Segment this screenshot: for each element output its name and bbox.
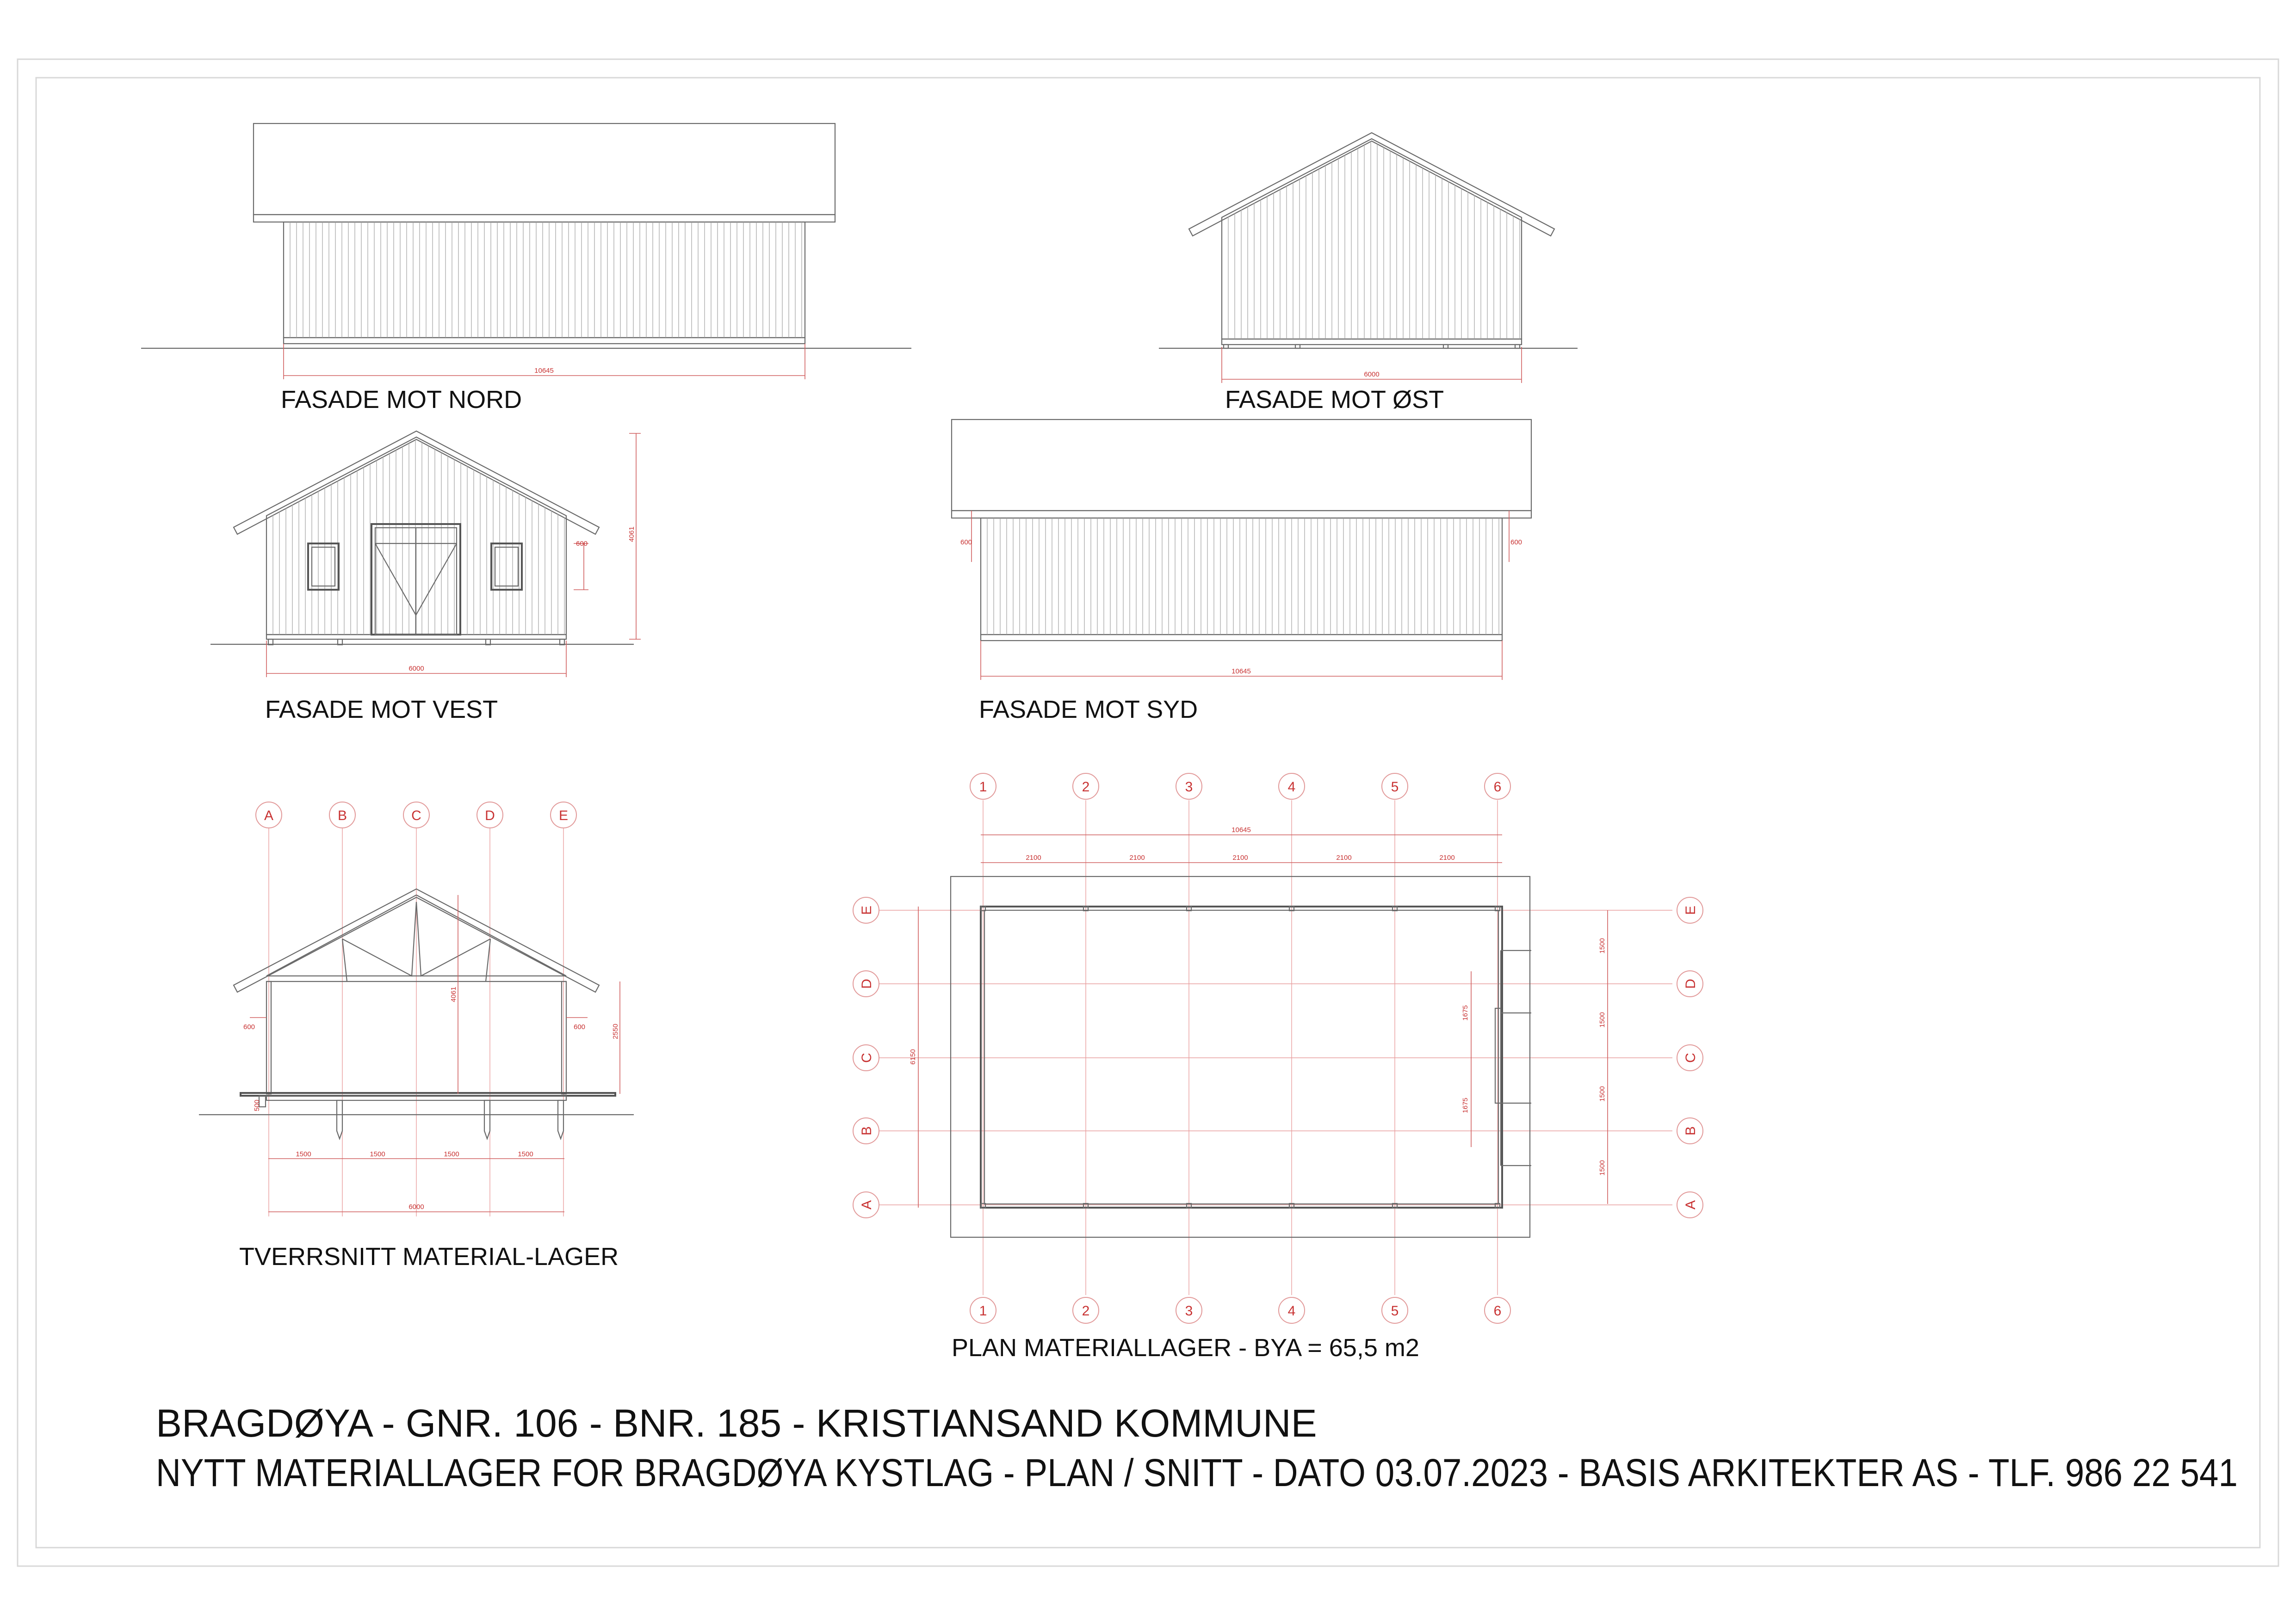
axis-bubble-plan-right-d-label: D bbox=[1683, 979, 1698, 989]
dim-plan-bay-5: 2100 bbox=[1439, 854, 1455, 862]
dim-plan-bay-4: 2100 bbox=[1336, 854, 1352, 862]
dim-snitt-bay-2: 1500 bbox=[370, 1150, 385, 1158]
dim-west-height: 4061 bbox=[628, 526, 636, 542]
dim-plan-door-2: 1675 bbox=[1461, 1098, 1469, 1113]
axis-bubble-plan-bottom-1-label: 1 bbox=[979, 1303, 987, 1319]
axis-bubble-snitt-e-label: E bbox=[558, 808, 569, 823]
axis-bubble-snitt-a-label: A bbox=[264, 808, 274, 823]
dim-plan-right-4: 1500 bbox=[1598, 1160, 1606, 1176]
axis-bubble-plan-top-4-label: 4 bbox=[1287, 779, 1296, 795]
dim-east-width: 6000 bbox=[1364, 370, 1380, 378]
axis-bubble-plan-bottom-4 bbox=[1279, 1297, 1305, 1323]
axis-bubble-plan-top-1-label: 1 bbox=[979, 779, 987, 795]
dim-plan-right-2: 1500 bbox=[1598, 1012, 1606, 1028]
axis-bubble-snitt-c-label: C bbox=[411, 808, 421, 823]
inner-border bbox=[36, 78, 2260, 1548]
axis-bubble-snitt-b bbox=[329, 802, 355, 828]
cross-section bbox=[199, 828, 634, 1271]
dim-plan-depth: 6150 bbox=[909, 1049, 917, 1065]
title-line-2: NYTT MATERIALLAGER FOR BRAGDØYA KYSTLAG - PLAN / SNITT - DATO 03.07.2023 - BASIS ARKITEKTER AS - TLF. 986 22 541 bbox=[156, 1451, 2238, 1494]
dim-plan-door-1: 1675 bbox=[1461, 1005, 1469, 1021]
axis-bubble-plan-bottom-5 bbox=[1382, 1297, 1408, 1323]
dim-snitt-bay-4: 1500 bbox=[518, 1150, 533, 1158]
dim-north-length: 10645 bbox=[534, 367, 554, 375]
axis-bubble-plan-top-4 bbox=[1279, 773, 1305, 799]
axis-bubble-plan-right-b bbox=[1677, 1118, 1703, 1144]
axis-bubble-plan-bottom-4-label: 4 bbox=[1287, 1303, 1296, 1319]
label-facade-south: FASADE MOT SYD bbox=[979, 696, 1198, 723]
facade-east bbox=[1159, 133, 1578, 413]
axis-bubble-plan-top-5 bbox=[1382, 773, 1408, 799]
facade-north bbox=[141, 123, 911, 413]
dim-snitt-wall: 2550 bbox=[612, 1024, 619, 1039]
dim-south-right: 600 bbox=[1510, 538, 1522, 546]
axis-bubble-plan-bottom-3 bbox=[1176, 1297, 1202, 1323]
dim-plan-bay-2: 2100 bbox=[1129, 854, 1145, 862]
axis-bubble-plan-right-e bbox=[1677, 897, 1703, 923]
axis-bubble-plan-top-6-label: 6 bbox=[1493, 779, 1502, 795]
axis-bubble-plan-bottom-1 bbox=[970, 1297, 996, 1323]
axis-bubble-plan-top-2 bbox=[1073, 773, 1099, 799]
axis-bubble-plan-bottom-6-label: 6 bbox=[1493, 1303, 1502, 1319]
axis-bubble-plan-top-2-label: 2 bbox=[1082, 779, 1090, 795]
axis-bubble-plan-bottom-3-label: 3 bbox=[1185, 1303, 1193, 1319]
label-cross-section: TVERRSNITT MATERIAL-LAGER bbox=[239, 1243, 619, 1271]
dim-west-width: 6000 bbox=[408, 665, 424, 673]
facade-west bbox=[210, 431, 641, 723]
axis-bubble-plan-top-3 bbox=[1176, 773, 1202, 799]
axis-bubble-snitt-b-label: B bbox=[337, 808, 347, 823]
axis-bubble-plan-left-a-label: A bbox=[859, 1200, 874, 1210]
axis-bubble-plan-right-c-label: C bbox=[1683, 1053, 1698, 1063]
axis-bubble-plan-top-3-label: 3 bbox=[1185, 779, 1193, 795]
dim-plan-total: 10645 bbox=[1232, 826, 1251, 834]
axis-bubble-plan-right-a-label: A bbox=[1683, 1200, 1698, 1210]
axis-bubble-plan-left-c bbox=[853, 1045, 879, 1071]
axis-bubble-plan-bottom-5-label: 5 bbox=[1391, 1303, 1399, 1319]
dim-south-left: 600 bbox=[960, 538, 972, 546]
dim-plan-bay-3: 2100 bbox=[1232, 854, 1248, 862]
dim-snitt-bay-3: 1500 bbox=[444, 1150, 459, 1158]
axis-bubble-snitt-d bbox=[477, 802, 503, 828]
label-plan: PLAN MATERIALLAGER - BYA = 65,5 m2 bbox=[952, 1334, 1419, 1362]
dim-snitt-bay-1: 1500 bbox=[296, 1150, 311, 1158]
dim-snitt-post: 500 bbox=[253, 1099, 261, 1111]
label-facade-north: FASADE MOT NORD bbox=[281, 386, 522, 413]
axis-bubble-snitt-c bbox=[403, 802, 429, 828]
axis-bubble-plan-right-c bbox=[1677, 1045, 1703, 1071]
axis-bubble-plan-top-5-label: 5 bbox=[1391, 779, 1399, 795]
axis-bubble-snitt-a bbox=[256, 802, 282, 828]
axis-bubble-plan-right-d bbox=[1677, 971, 1703, 997]
axis-bubble-snitt-d-label: D bbox=[485, 808, 495, 823]
dim-plan-right-1: 1500 bbox=[1598, 938, 1606, 954]
axis-bubble-plan-left-e bbox=[853, 897, 879, 923]
facade-south bbox=[952, 420, 1531, 723]
dim-south-length: 10645 bbox=[1232, 667, 1251, 675]
axis-bubble-plan-left-b-label: B bbox=[859, 1126, 874, 1136]
axis-bubble-plan-bottom-2 bbox=[1073, 1297, 1099, 1323]
axis-bubble-plan-right-e-label: E bbox=[1683, 905, 1698, 915]
axis-bubble-plan-right-a bbox=[1677, 1192, 1703, 1218]
dim-plan-right-3: 1500 bbox=[1598, 1086, 1606, 1102]
dim-plan-bay-1: 2100 bbox=[1026, 854, 1041, 862]
dim-west-window: 600 bbox=[576, 540, 588, 548]
axis-bubble-plan-left-d bbox=[853, 971, 879, 997]
axis-bubble-plan-left-c-label: C bbox=[859, 1053, 874, 1063]
axis-bubble-plan-right-b-label: B bbox=[1683, 1126, 1698, 1136]
title-line-1: BRAGDØYA - GNR. 106 - BNR. 185 - KRISTIANSAND KOMMUNE bbox=[156, 1401, 1317, 1445]
axis-bubble-plan-top-1 bbox=[970, 773, 996, 799]
dim-snitt-left: 600 bbox=[243, 1023, 255, 1031]
dim-snitt-total: 6000 bbox=[408, 1203, 424, 1211]
dim-snitt-ridge: 4061 bbox=[450, 987, 458, 1002]
plan bbox=[879, 800, 1672, 1362]
axis-bubble-plan-top-6 bbox=[1485, 773, 1510, 799]
axis-bubble-plan-left-a bbox=[853, 1192, 879, 1218]
label-facade-east: FASADE MOT ØST bbox=[1225, 386, 1444, 413]
dim-snitt-right: 600 bbox=[574, 1023, 586, 1031]
axis-bubble-plan-bottom-2-label: 2 bbox=[1082, 1303, 1090, 1319]
axis-bubble-plan-left-d-label: D bbox=[859, 979, 874, 989]
label-facade-west: FASADE MOT VEST bbox=[265, 696, 498, 723]
axis-bubble-plan-left-e-label: E bbox=[859, 905, 874, 915]
axis-bubble-plan-left-b bbox=[853, 1118, 879, 1144]
axis-bubble-plan-bottom-6 bbox=[1485, 1297, 1510, 1323]
axis-bubble-snitt-e bbox=[551, 802, 576, 828]
